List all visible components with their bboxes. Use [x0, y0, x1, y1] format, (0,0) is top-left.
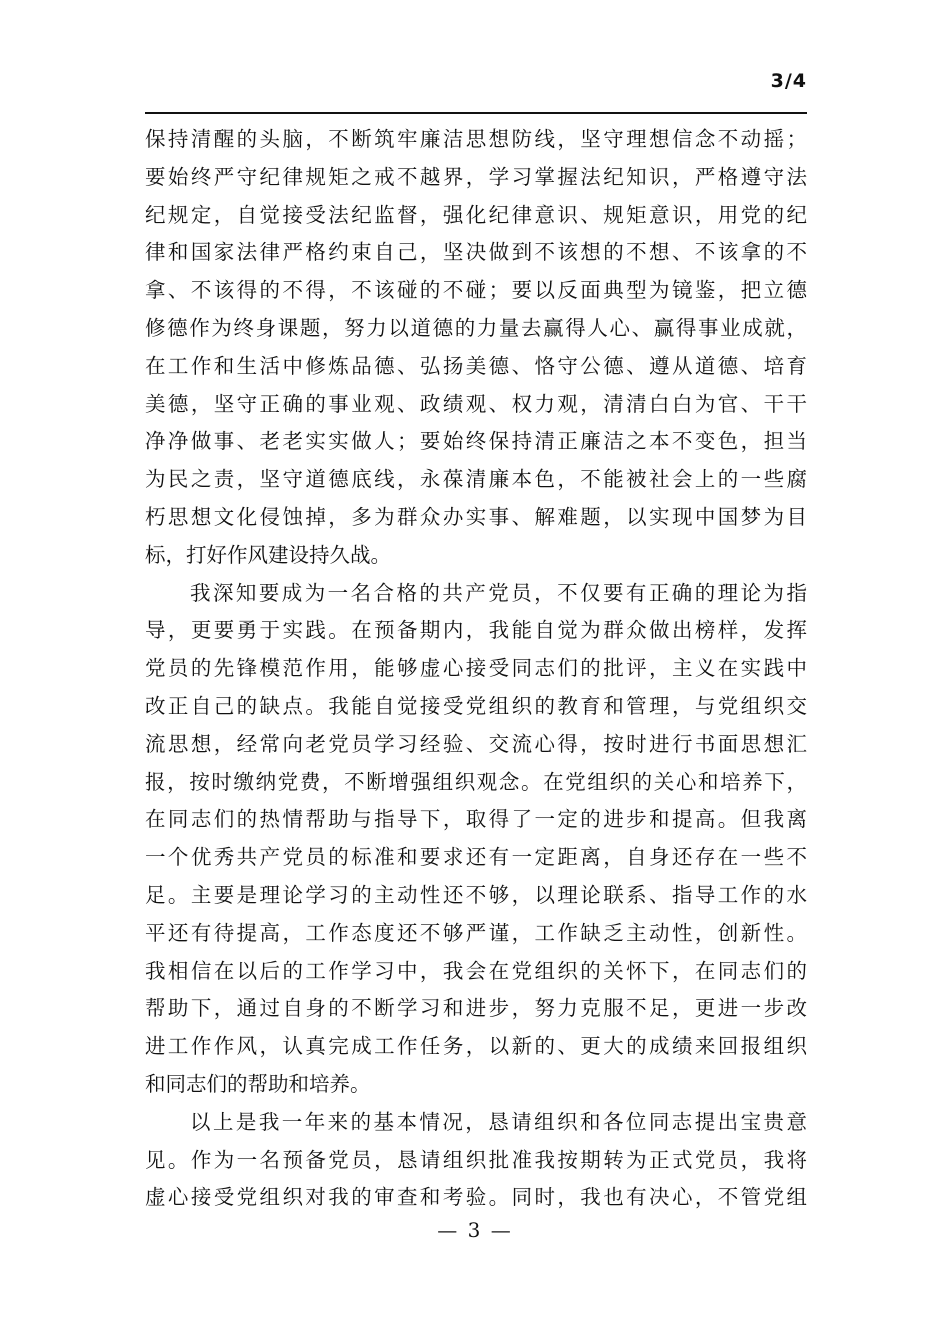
paragraph-first-line: 以上是我一年来的基本情况，恳请组织和各位同志提出宝贵意	[190, 1109, 807, 1134]
text-line: 报，按时缴纳党费，不断增强组织观念。在党组织的关心和培养下，	[145, 769, 807, 794]
text-line: 改正自己的缺点。我能自觉接受党组织的教育和管理，与党组织交	[145, 693, 807, 718]
text-line: 帮助下，通过自身的不断学习和进步，努力克服不足，更进一步改	[145, 996, 807, 1021]
paragraph-first-line: 我深知要成为一名合格的共产党员，不仅要有正确的理论为指	[190, 580, 807, 605]
text-line: 流思想，经常向老党员学习经验、交流心得，按时进行书面思想汇	[145, 731, 807, 756]
text-line: 见。作为一名预备党员，恳请组织批准我按期转为正式党员，我将	[145, 1147, 807, 1172]
text-line: 美德，坚守正确的事业观、政绩观、权力观，清清白白为官、干干	[145, 391, 807, 416]
text-line: 在同志们的热情帮助与指导下，取得了一定的进步和提高。但我离	[145, 807, 807, 832]
page-counter: 3/4	[770, 70, 807, 92]
text-line: 律和国家法律严格约束自己，坚决做到不该想的不想、不该拿的不	[145, 240, 807, 265]
text-line: 导，更要勇于实践。在预备期内，我能自觉为群众做出榜样，发挥	[145, 618, 807, 643]
text-line: 要始终严守纪律规矩之戒不越界，学习掌握法纪知识，严格遵守法	[145, 164, 807, 189]
text-line: 虚心接受党组织对我的审查和考验。同时，我也有决心，不管党组	[145, 1185, 807, 1210]
text-line: 标，打好作风建设持久战。	[145, 542, 391, 567]
text-line: 足。主要是理论学习的主动性还不够，以理论联系、指导工作的水	[145, 882, 807, 907]
text-line: 朽思想文化侵蚀掉，多为群众办实事、解难题，以实现中国梦为目	[145, 504, 807, 529]
header-divider	[145, 112, 807, 114]
text-line: 平还有待提高，工作态度还不够严谨，工作缺乏主动性，创新性。	[145, 920, 807, 945]
text-line: 和同志们的帮助和培养。	[145, 1071, 371, 1096]
text-line: 我相信在以后的工作学习中，我会在党组织的关怀下，在同志们的	[145, 958, 807, 983]
text-line: 净净做事、老老实实做人；要始终保持清正廉洁之本不变色，担当	[145, 429, 807, 454]
text-line: 拿、不该得的不得，不该碰的不碰；要以反面典型为镜鉴，把立德	[145, 278, 807, 303]
text-line: 一个优秀共产党员的标准和要求还有一定距离，自身还存在一些不	[145, 845, 807, 870]
text-line: 党员的先锋模范作用，能够虚心接受同志们的批评，主义在实践中	[145, 656, 807, 681]
text-line: 保持清醒的头脑，不断筑牢廉洁思想防线，坚守理想信念不动摇；	[145, 127, 807, 151]
text-line: 进工作作风，认真完成工作任务，以新的、更大的成绩来回报组织	[145, 1034, 807, 1059]
text-line: 纪规定，自觉接受法纪监督，强化纪律意识、规矩意识，用党的纪	[145, 202, 807, 227]
page-number: — 3 —	[437, 1218, 513, 1242]
text-line: 为民之责，坚守道德底线，永葆清廉本色，不能被社会上的一些腐	[145, 467, 807, 492]
document-body	[145, 121, 807, 1217]
text-line: 在工作和生活中修炼品德、弘扬美德、恪守公德、遵从道德、培育	[145, 353, 807, 378]
text-line: 修德作为终身课题，努力以道德的力量去赢得人心、赢得事业成就，	[145, 315, 807, 340]
